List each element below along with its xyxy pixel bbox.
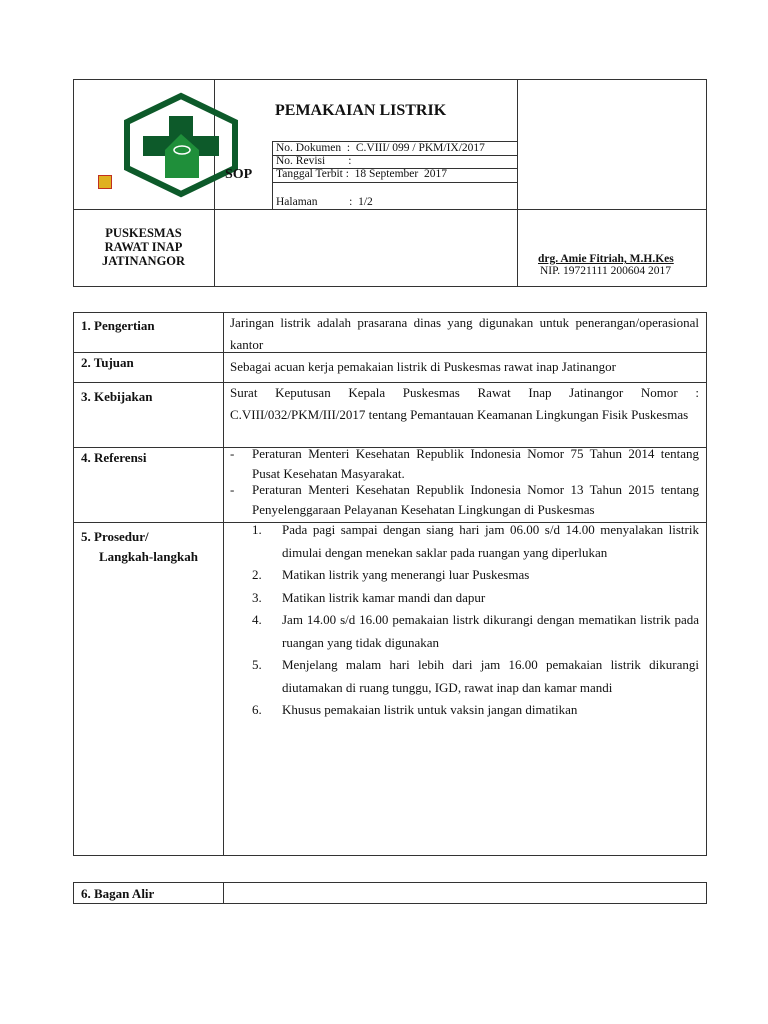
section-text: Sebagai acuan kerja pemakaian listrik di Puskesmas rawat inap Jatinangor <box>230 359 616 374</box>
reference-text: Peraturan Menteri Kesehatan Republik Indonesia Nomor 75 Tahun 2014 tentang Pusat Kesehatan Masyarakat. <box>252 446 699 481</box>
section-text: Jaringan listrik adalah prasarana dinas yang digunakan untuk penerangan/operasional kantor <box>230 315 699 352</box>
org-line: JATINANGOR <box>101 254 186 268</box>
procedure-step <box>252 699 699 722</box>
bagan-alir-table <box>73 882 707 904</box>
section-label: 6. Bagan Alir <box>81 886 155 901</box>
step-number: 4. <box>252 612 262 627</box>
step-text: Pada pagi sampai dengan siang hari jam 06.00 s/d 14.00 menyalakan listrik dimulai dengan menekan saklar pada ruangan yang diperlukan <box>282 522 699 560</box>
section-label: 3. Kebijakan <box>81 389 153 404</box>
step-text: Menjelang malam hari lebih dari jam 16.00 pemakaian listrik dikurangi diutamakan di ruang tunggu, IGD, rawat inap dan kamar mandi <box>282 657 699 695</box>
signer-name: drg. Amie Fitriah, M.H.Kes <box>538 253 674 265</box>
label-line: Langkah-langkah <box>99 549 198 564</box>
procedure-step <box>252 519 699 564</box>
section-label: 1. Pengertian <box>81 318 155 333</box>
step-number: 6. <box>252 702 262 717</box>
sop-label: SOP <box>225 167 253 182</box>
tanggal-terbit: Tanggal Terbit : 18 September 2017 <box>276 168 447 180</box>
no-dokumen: No. Dokumen : C.VIII/ 099 / PKM/IX/2017 <box>276 142 485 154</box>
step-number: 2. <box>252 567 262 582</box>
section-label <box>81 527 198 567</box>
step-number: 3. <box>252 589 262 605</box>
step-number: 1. <box>252 522 262 537</box>
step-text: Matikan listrik kamar mandi dan dapur <box>282 589 486 605</box>
step-text: Jam 14.00 s/d 16.00 pemakaian listrk dikurangi dengan mematikan listrik pada ruangan yang tidak digunakan <box>282 612 699 650</box>
procedure-steps <box>252 519 699 722</box>
no-revisi: No. Revisi : <box>276 155 352 167</box>
reference-text: Peraturan Menteri Kesehatan Republik Indonesia Nomor 13 Tahun 2015 tentang Penyelenggaraan Pelayanan Kesehatan Lingkungan di Puskesmas <box>252 482 699 517</box>
procedure-step <box>252 654 699 699</box>
reference-item: - Peraturan Menteri Kesehatan Republik Indonesia Nomor 13 Tahun 2015 tentang Penyelenggaraan Pelayanan Kesehatan Lingkungan di Puskesmas <box>230 482 699 517</box>
step-text: Matikan listrik yang menerangi luar Puskesmas <box>282 567 530 582</box>
reference-item: - Peraturan Menteri Kesehatan Republik Indonesia Nomor 75 Tahun 2014 tentang Pusat Kesehatan Masyarakat. <box>230 446 699 481</box>
logo-ribbon <box>98 175 112 189</box>
organization-name <box>73 226 214 268</box>
halaman: Halaman : 1/2 <box>276 196 373 208</box>
section-text: Surat Keputusan Kepala Puskesmas Rawat Inap Jatinangor Nomor : C.VIII/032/PKM/III/2017 tentang Pemantauan Keamanan Lingkungan Fisik Puskesmas <box>230 385 699 422</box>
label-line: 5. Prosedur/ <box>81 529 149 544</box>
step-text: Khusus pemakaian listrik untuk vaksin jangan dimatikan <box>282 702 578 717</box>
org-line: RAWAT INAP <box>104 240 183 254</box>
section-label: 2. Tujuan <box>81 355 134 370</box>
document-title: PEMAKAIAN LISTRIK <box>275 102 447 119</box>
procedure-step <box>252 564 699 587</box>
section-label: 4. Referensi <box>81 450 147 465</box>
org-line: PUSKESMAS <box>105 226 182 240</box>
signer-nip: NIP. 19721111 200604 2017 <box>540 265 671 277</box>
procedure-step <box>252 587 699 610</box>
reference-list <box>230 444 699 520</box>
step-number: 5. <box>252 657 262 672</box>
procedure-step <box>252 609 699 654</box>
